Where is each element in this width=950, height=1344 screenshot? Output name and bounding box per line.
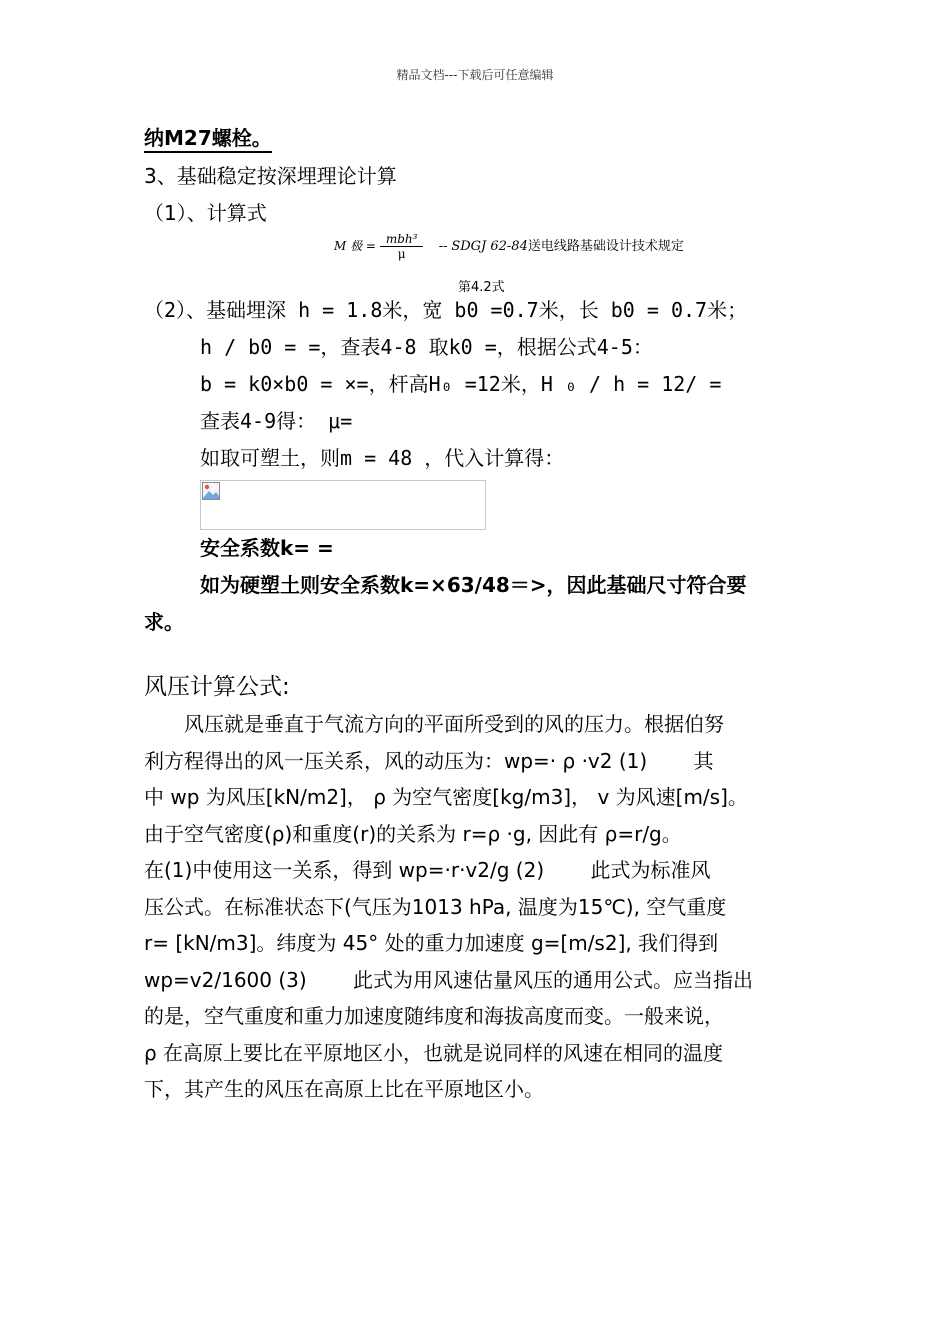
formula bbox=[334, 232, 684, 261]
paragraph-line: 由于空气密度(ρ)和重度(r)的关系为 r=ρ ·g, 因此有 ρ=r/g。 bbox=[144, 821, 682, 846]
paragraph-line: ρ 在高原上要比在平原地区小，也就是说同样的风速在相同的温度 bbox=[144, 1040, 724, 1065]
broken-image-placeholder bbox=[200, 480, 486, 530]
paragraph-line: r= [kN/m3]。纬度为 45° 处的重力加速度 g=[m/s2], 我们得到 bbox=[144, 931, 719, 955]
ratio-line: h / b0 = =，查表4-8 取k0 =，根据公式4-5： bbox=[200, 335, 653, 359]
item3-heading: 3、基础稳定按深埋理论计算 bbox=[144, 164, 397, 188]
paragraph-line: 中 wp 为风压[kN/m2]， ρ 为空气密度[kg/m3]， v 为风速[m/s]。 bbox=[144, 785, 748, 809]
hard-soil-line-cont: 求。 bbox=[144, 610, 184, 634]
formula-dash: -- bbox=[438, 239, 448, 254]
soil-line: 如取可塑土，则m = 48 ，代入计算得： bbox=[200, 446, 565, 470]
paragraph-line: 风压就是垂直于气流方向的平面所受到的风的压力。根据伯努 bbox=[144, 712, 724, 736]
formula-fraction bbox=[380, 232, 424, 261]
step2-line: （2）、基础埋深 h = 1.8米，宽 b0 =0.7米，长 b0 = 0.7米； bbox=[144, 298, 748, 322]
bolt-text: 纳M27螺栓。 bbox=[144, 126, 272, 153]
hard-soil-line: 如为硬塑土则安全系数k=×63/48＝>，因此基础尺寸符合要 bbox=[200, 573, 747, 597]
page-header: 精品文档---下载后可任意编辑 bbox=[396, 68, 554, 82]
width-line: b = k0×b0 = ×=，杆高H₀ =12米，H ₀ / h = 12/ = bbox=[200, 372, 722, 396]
formula-ref: SDGJ 62-84 bbox=[451, 239, 528, 254]
step1-heading: （1）、计算式 bbox=[144, 201, 267, 225]
paragraph-line: 的是，空气重度和重力加速度随纬度和海拔高度而变。一般来说， bbox=[144, 1004, 724, 1028]
paragraph-line: 压公式。在标准状态下(气压为1013 hPa, 温度为15℃), 空气重度 bbox=[144, 894, 727, 919]
wind-pressure-title: 风压计算公式: bbox=[144, 674, 290, 700]
bolt-line bbox=[144, 122, 272, 151]
mu-line: 查表4-9得： μ= bbox=[200, 409, 353, 433]
paragraph-line: wp=v2/1600 (3) 此式为用风速估量风压的通用公式。应当指出 bbox=[144, 967, 754, 992]
paragraph-line: 下，其产生的风压在高原上比在平原地区小。 bbox=[144, 1077, 544, 1101]
formula-numerator: mbh³ bbox=[380, 232, 424, 247]
formula-eq-number: 第4.2式 bbox=[458, 280, 505, 295]
paragraph-line: 利方程得出的风一压关系，风的动压为：wp=· ρ ·v2 (1) 其 bbox=[144, 748, 714, 773]
safety-factor-line: 安全系数k= = bbox=[200, 536, 334, 560]
formula-ref-cn: 送电线路基础设计技术规定 bbox=[527, 239, 684, 254]
formula-lhs: M 极 = bbox=[334, 239, 376, 253]
paragraph-line: 在(1)中使用这一关系，得到 wp=·r·v2/g (2) 此式为标准风 bbox=[144, 858, 711, 882]
broken-image-icon bbox=[202, 482, 220, 500]
formula-denominator: μ bbox=[397, 247, 406, 261]
wind-pressure-paragraph bbox=[144, 706, 808, 1108]
